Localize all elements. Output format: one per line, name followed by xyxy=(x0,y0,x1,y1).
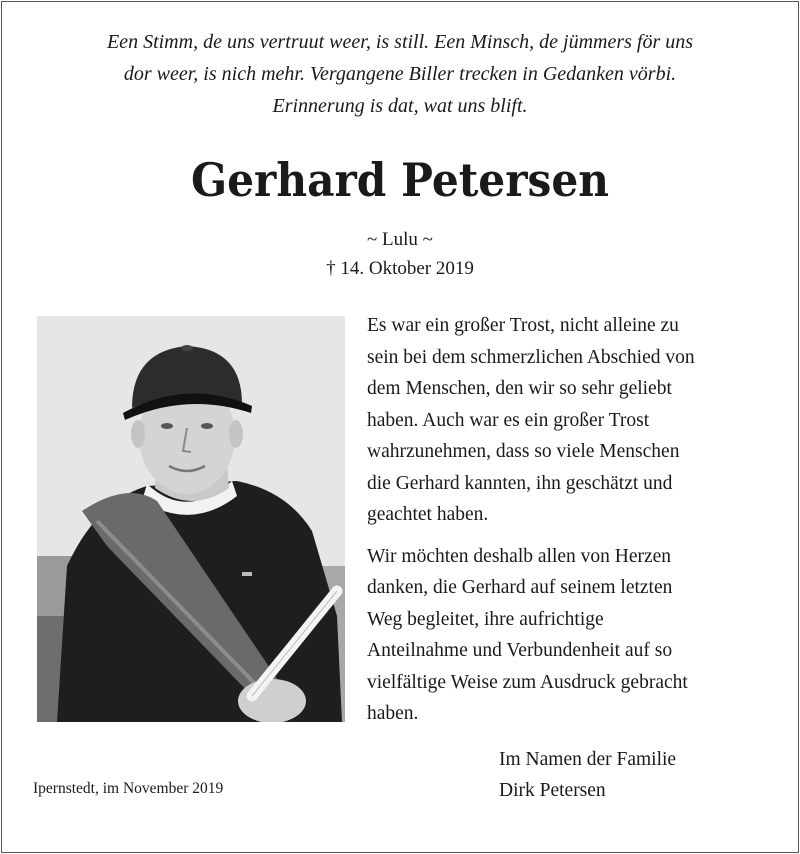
text-line: dem Menschen, den wir so sehr geliebt xyxy=(367,378,672,399)
gratitude-paragraph xyxy=(367,310,787,531)
thanks-paragraph xyxy=(367,541,787,730)
motto-line: dor weer, is nich mehr. Vergangene Biller trecken in Gedanken vörbi. xyxy=(123,63,677,85)
text-line: Weg begleitet, ihre aufrichtige xyxy=(367,608,604,630)
motto-line: Erinnerung is dat, wat uns blift. xyxy=(272,95,528,117)
motto-line: Een Stimm, de uns vertruut weer, is still. Een Minsch, de jümmers för uns xyxy=(106,31,694,53)
signature-line: Im Namen der Familie xyxy=(499,749,677,770)
text-line: danken, die Gerhard auf seinem letzten xyxy=(367,577,673,598)
text-line: haben. Auch war es ein großer Trost xyxy=(367,409,650,431)
gratitude-text xyxy=(367,310,787,730)
signature-name: Dirk Petersen xyxy=(499,780,606,801)
deceased-nickname: ~ Lulu ~ xyxy=(367,229,433,250)
text-line: die Gerhard kannten, ihn geschätzt und xyxy=(367,472,673,494)
text-line: sein bei dem schmerzlichen Abschied von xyxy=(367,346,695,368)
text-line: wahrzunehmen, dass so viele Menschen xyxy=(367,441,680,462)
text-line: geachtet haben. xyxy=(367,504,489,525)
death-date: † 14. Oktober 2019 xyxy=(326,258,474,279)
deceased-name: Gerhard Petersen xyxy=(190,153,610,207)
text-line: vielfältige Weise zum Ausdruck gebracht xyxy=(367,671,688,693)
text-line: Anteilnahme und Verbundenheit auf so xyxy=(367,640,673,661)
text-line: Wir möchten deshalb allen von Herzen xyxy=(367,545,672,567)
motto-verse xyxy=(0,26,800,122)
place-date: Ipernstedt, im November 2019 xyxy=(33,780,224,797)
portrait-photo xyxy=(37,316,345,722)
text-line: haben. xyxy=(367,703,419,724)
text-line: Es war ein großer Trost, nicht alleine zu xyxy=(367,315,679,336)
portrait-photo-icon xyxy=(37,316,345,722)
family-signature xyxy=(499,744,676,806)
